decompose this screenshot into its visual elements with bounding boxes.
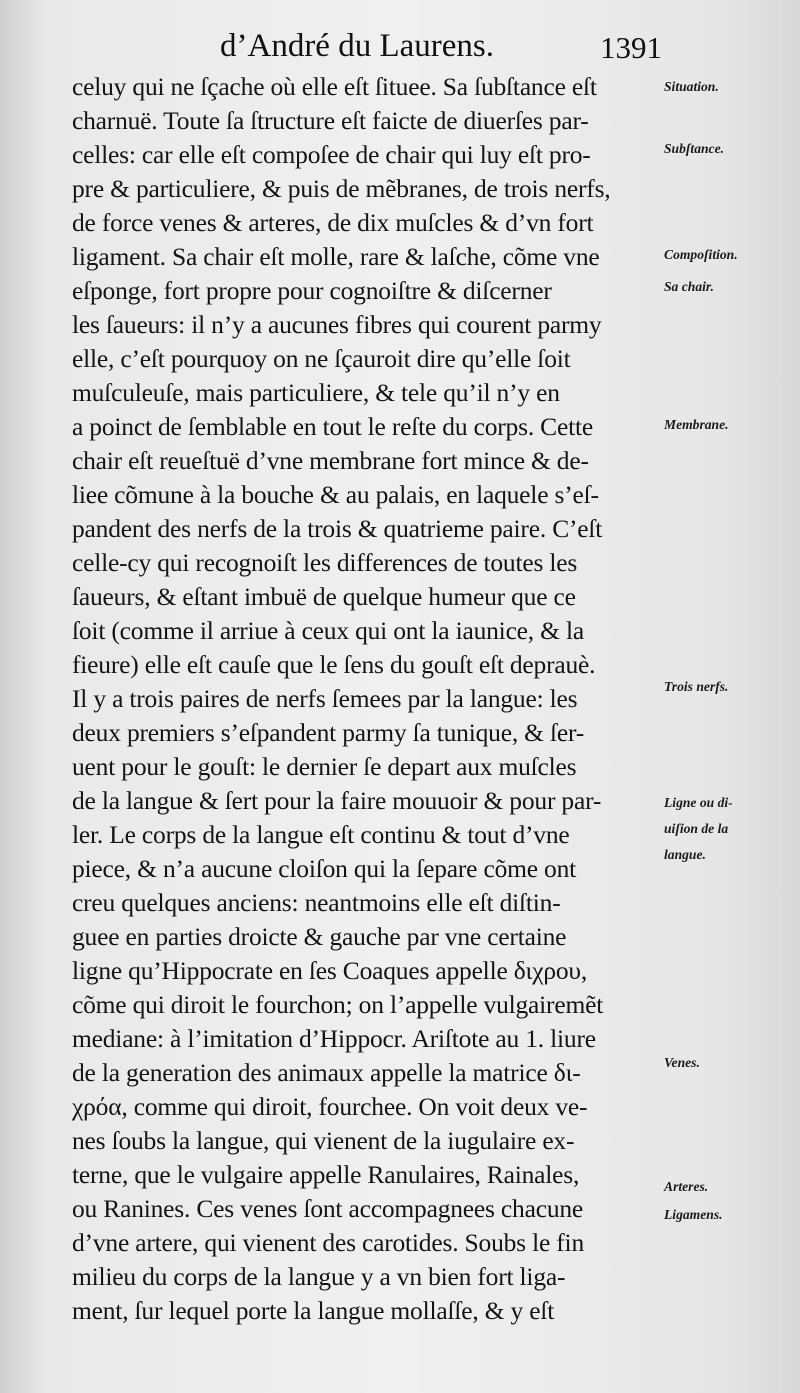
- text-line: deux premiers s’eſpandent parmy ſa tunique, & ſer-: [72, 718, 585, 747]
- text-line: de la generation des animaux appelle la matrice δι-: [72, 1058, 581, 1087]
- text-line: liee cõmune à la bouche & au palais, en laquele s’eſ-: [72, 480, 599, 509]
- text-line: fieure) elle eſt cauſe que le ſens du gouſt eſt deprauè.: [72, 650, 596, 679]
- text-line: eſponge, fort propre pour cognoiſtre & diſcerner: [72, 276, 552, 305]
- text-line: uent pour le gouſt: le dernier ſe depart aux muſcles: [72, 752, 577, 781]
- margin-note-veins: Venes.: [664, 1056, 700, 1071]
- text-line: de la langue & ſert pour la faire mouuoir & pour par-: [72, 786, 602, 815]
- text-line: nes ſoubs la langue, qui vienent de la iugulaire ex-: [72, 1126, 575, 1155]
- text-line: terne, que le vulgaire appelle Ranulaires, Rainales,: [72, 1160, 580, 1189]
- margin-note-ligne-2: uiſion de la: [664, 822, 729, 837]
- text-line: ler. Le corps de la langue eſt continu & tout d’vne: [72, 820, 570, 849]
- margin-note-ligne-1: Ligne ou di-: [664, 796, 733, 811]
- text-line: χρόα, comme qui diroit, fourchee. On voit deux ve-: [72, 1092, 588, 1121]
- text-line: guee en parties droicte & gauche par vne certaine: [72, 922, 567, 951]
- text-line: creu quelques anciens: neantmoins elle eſt diſtin-: [72, 888, 561, 917]
- margin-note-composition: Compoſition.: [664, 248, 738, 263]
- text-line: ligne qu’Hippocrate en ſes Coaques appelle διχρου,: [72, 956, 588, 985]
- margin-note-ligne-3: langue.: [664, 848, 706, 863]
- text-line: ſoit (comme il arriue à ceux qui ont la iaunice, & la: [72, 616, 584, 645]
- margin-note-arteries: Arteres.: [664, 1180, 709, 1195]
- text-line: ou Ranines. Ces venes ſont accompagnees chacune: [72, 1194, 584, 1223]
- text-line: ſaueurs, & eſtant imbuë de quelque humeur que ce: [72, 582, 576, 611]
- text-line: elle, c’eſt pourquoy on ne ſçauroit dire qu’elle ſoit: [72, 344, 571, 373]
- running-head: d’André du Laurens.: [220, 28, 494, 64]
- margin-notes: [664, 0, 800, 1393]
- margin-note-membrane: Membrane.: [664, 418, 729, 433]
- text-line: cõme qui diroit le fourchon; on l’appelle vulgairemẽt: [72, 990, 604, 1019]
- text-line: chair eſt reueſtuë d’vne membrane fort mince & de-: [72, 446, 589, 475]
- margin-note-ligaments: Ligamens.: [664, 1208, 723, 1223]
- text-line: muſculeuſe, mais particuliere, & tele qu’il n’y en: [72, 378, 560, 407]
- margin-note-nerves: Trois nerfs.: [664, 680, 729, 695]
- margin-note-situation: Situation.: [664, 80, 719, 95]
- text-line: pandent des nerfs de la trois & quatrieme paire. C’eſt: [72, 514, 603, 543]
- text-line: les ſaueurs: il n’y a aucunes fibres qui courent parmy: [72, 310, 602, 339]
- margin-note-chair: Sa chair.: [664, 280, 714, 295]
- text-line: mediane: à l’imitation d’Hippocr. Ariſtote au 1. liure: [72, 1024, 596, 1053]
- margin-note-substance: Subſtance.: [664, 142, 725, 157]
- text-line: de force venes & arteres, de dix muſcles & d’vn fort: [72, 208, 594, 237]
- text-line: ment, ſur lequel porte la langue mollaſſe, & y eſt: [72, 1296, 555, 1325]
- page-number: 1391: [600, 30, 662, 65]
- text-line: milieu du corps de la langue y a vn bien fort liga-: [72, 1262, 566, 1291]
- text-line: ligament. Sa chair eſt molle, rare & laſche, cõme vne: [72, 242, 600, 271]
- text-line: pre & particuliere, & puis de mẽbranes, de trois nerfs,: [72, 174, 611, 203]
- text-line: celle-cy qui recognoiſt les differences de toutes les: [72, 548, 578, 577]
- text-line: a poinct de ſemblable en tout le reſte du corps. Cette: [72, 412, 593, 441]
- text-line: charnuë. Toute ſa ſtructure eſt faicte de diuerſes par-: [72, 106, 589, 135]
- text-line: Il y a trois paires de nerfs ſemees par la langue: les: [72, 684, 578, 713]
- text-line: celles: car elle eſt compoſee de chair qui luy eſt pro-: [72, 140, 591, 169]
- text-line: celuy qui ne ſçache où elle eſt ſituee. Sa ſubſtance eſt: [72, 72, 597, 101]
- text-line: piece, & n’a aucune cloiſon qui la ſepare cõme ont: [72, 854, 577, 883]
- text-line: d’vne artere, qui vienent des carotides. Soubs le fin: [72, 1228, 584, 1257]
